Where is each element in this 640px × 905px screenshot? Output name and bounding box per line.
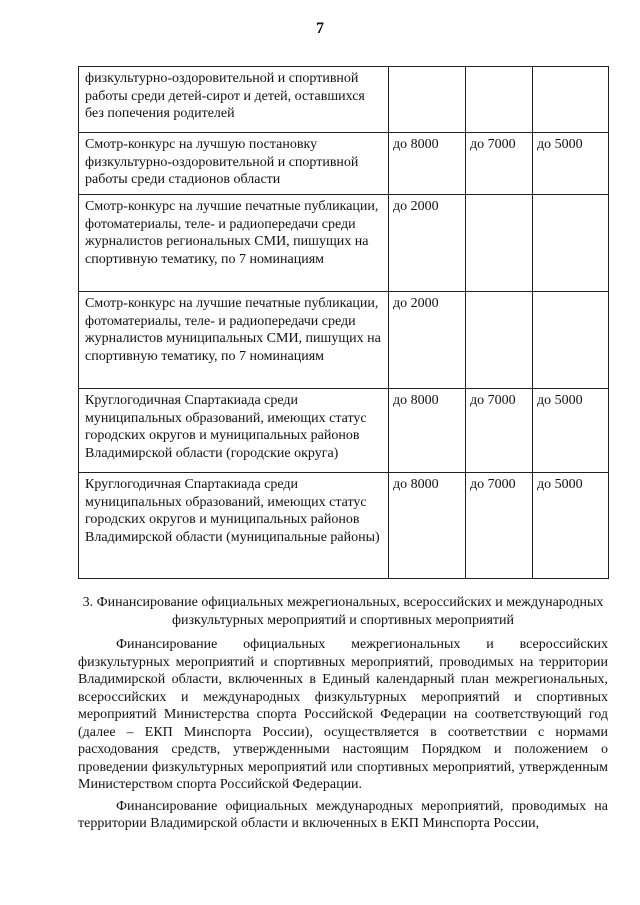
table-cell-amount: до 7000 [466, 473, 533, 579]
funding-table [78, 66, 609, 579]
body-text [78, 636, 608, 837]
table-cell-name: Смотр-конкурс на лучшие печатные публикации, фотоматериалы, теле- и радиопередачи среди журналистов региональных СМИ, пишущих на спортивную тематику, по 7 номинациям [79, 195, 389, 292]
table-row [79, 389, 609, 473]
table-cell-amount: до 5000 [533, 133, 609, 195]
table-cell-amount [389, 67, 466, 133]
table-cell-name: физкультурно-оздоровительной и спортивной работы среди детей-сирот и детей, оставшихся без попечения родителей [79, 67, 389, 133]
table-cell-name: Смотр-конкурс на лучшие печатные публикации, фотоматериалы, теле- и радиопередачи среди журналистов муниципальных СМИ, пишущих на спортивную тематику, по 7 номинациям [79, 292, 389, 389]
table-row [79, 195, 609, 292]
table-cell-amount: до 8000 [389, 473, 466, 579]
table-row [79, 473, 609, 579]
table-cell-amount: до 5000 [533, 473, 609, 579]
section-heading: 3. Финансирование официальных межрегиональных, всероссийских и международных физкультурных мероприятий и спортивных мероприятий [82, 595, 604, 628]
table-cell-amount: до 2000 [389, 292, 466, 389]
table-row [79, 292, 609, 389]
table-row [79, 133, 609, 195]
table-cell-amount: до 7000 [466, 389, 533, 473]
table-cell-amount [533, 67, 609, 133]
table-cell-amount: до 7000 [466, 133, 533, 195]
table-cell-amount [533, 292, 609, 389]
table-cell-amount: до 8000 [389, 133, 466, 195]
page-number: 7 [316, 20, 324, 37]
table-cell-name: Смотр-конкурс на лучшую постановку физкультурно-оздоровительной и спортивной работы среди стадионов области [79, 133, 389, 195]
table-cell-amount [533, 195, 609, 292]
table-row [79, 67, 609, 133]
table-cell-amount: до 5000 [533, 389, 609, 473]
paragraph: Финансирование официальных межрегиональных и всероссийских физкультурных мероприятий и спортивных мероприятий, проводимых на территории Владимирской области, включенных в Единый календарный план межрегиональных, всероссийских и международных физкультурных мероприятий и спортивных мероприятий Министерства спорта Российской Федерации на соответствующий год (далее – ЕКП Минспорта России), осуществляется в соответствии с нормами расходования средств, утвержденными настоящим Порядком и положением о проведении физкультурных мероприятий или спортивных мероприятий, утвержденным Министерством спорта Российской Федерации. [78, 637, 608, 792]
table-cell-amount: до 2000 [389, 195, 466, 292]
table-cell-amount [466, 67, 533, 133]
table-cell-amount [466, 195, 533, 292]
table-cell-amount [466, 292, 533, 389]
table-cell-amount: до 8000 [389, 389, 466, 473]
table-cell-name: Круглогодичная Спартакиада среди муниципальных образований, имеющих статус городских округов и муниципальных районов Владимирской области (муниципальные районы) [79, 473, 389, 579]
table-cell-name: Круглогодичная Спартакиада среди муниципальных образований, имеющих статус городских округов и муниципальных районов Владимирской области (городские округа) [79, 389, 389, 473]
paragraph: Финансирование официальных международных мероприятий, проводимых на территории Владимирской области и включенных в ЕКП Минспорта России, [78, 798, 608, 831]
